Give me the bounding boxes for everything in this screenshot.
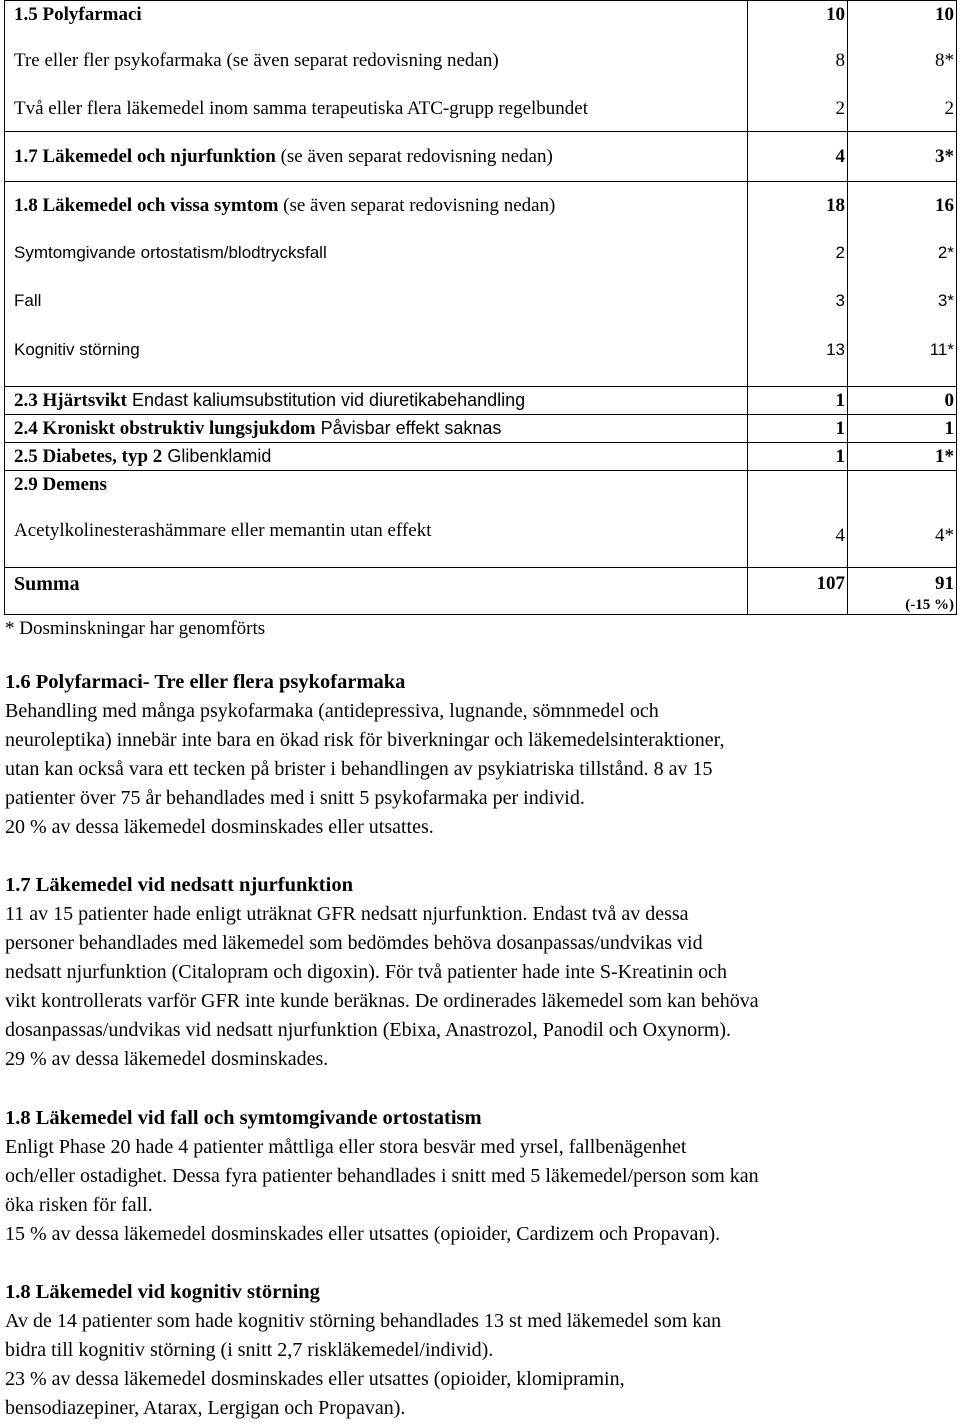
row-label: Summa bbox=[14, 573, 80, 595]
value-after: 91 bbox=[935, 573, 954, 594]
row-label bbox=[14, 146, 553, 168]
paragraph-line: bensodiazepiner, Atarax, Lergigan och Propavan). bbox=[5, 1397, 406, 1419]
table-row-divider bbox=[4, 442, 957, 443]
paragraph-line: vikt kontrollerats varför GFR inte kunde beräknas. De ordinerades läkemedel som kan behöva bbox=[5, 990, 759, 1012]
section-polyfarmaci bbox=[5, 668, 955, 842]
table-border-left bbox=[4, 0, 5, 615]
section-title: 1.8 Läkemedel vid fall och symtomgivande ortostatism bbox=[5, 1107, 482, 1129]
row-label-rest: Glibenklamid bbox=[162, 446, 272, 466]
value-after: 10 bbox=[935, 4, 954, 25]
value-before: 4 bbox=[835, 146, 845, 167]
paragraph-line: 11 av 15 patienter hade enligt uträknat GFR nedsatt njurfunktion. Endast två av dessa bbox=[5, 903, 689, 925]
table-row-divider bbox=[4, 414, 957, 415]
value-before: 8 bbox=[835, 50, 845, 71]
row-label: Symtomgivande ortostatism/blodtrycksfall bbox=[14, 243, 327, 262]
table-row-divider bbox=[4, 181, 957, 182]
paragraph-line: personer behandlades med läkemedel som bedömdes behöva dosanpassas/undvikas vid bbox=[5, 932, 703, 954]
row-label: Acetylkolinesterashämmare eller memantin utan effekt bbox=[14, 520, 432, 541]
row-label-bold: 1.8 Läkemedel och vissa symtom bbox=[14, 195, 279, 216]
paragraph-line: patienter över 75 år behandlades med i snitt 5 psykofarmaka per individ. bbox=[5, 787, 585, 809]
value-before: 13 bbox=[826, 340, 845, 359]
value-before: 1 bbox=[835, 418, 845, 439]
table-border-right bbox=[956, 0, 957, 615]
table-row-divider bbox=[4, 470, 957, 471]
section-title: 1.6 Polyfarmaci- Tre eller flera psykofarmaka bbox=[5, 671, 406, 693]
value-after: 0 bbox=[944, 390, 954, 411]
section-njurfunktion bbox=[5, 871, 955, 1074]
table-border-top bbox=[4, 0, 957, 1]
row-label bbox=[14, 418, 501, 440]
value-before: 3 bbox=[835, 291, 845, 310]
value-before: 10 bbox=[826, 4, 845, 25]
table-row-divider bbox=[4, 131, 957, 132]
row-label bbox=[14, 446, 271, 468]
paragraph-line: Behandling med många psykofarmaka (antidepressiva, lugnande, sömnmedel och bbox=[5, 700, 659, 722]
row-label: 1.5 Polyfarmaci bbox=[14, 4, 142, 25]
value-after: 1* bbox=[935, 446, 954, 467]
results-table bbox=[4, 0, 957, 615]
row-label-bold: 2.5 Diabetes, typ 2 bbox=[14, 446, 163, 467]
section-title: 1.8 Läkemedel vid kognitiv störning bbox=[5, 1281, 320, 1303]
paragraph-line: öka risken för fall. bbox=[5, 1194, 153, 1216]
value-before: 18 bbox=[826, 195, 845, 216]
summa-change-note: (-15 %) bbox=[905, 597, 954, 613]
section-kognitiv-storning bbox=[5, 1278, 955, 1423]
row-label-rest: Endast kaliumsubstitution vid diuretikabehandling bbox=[126, 390, 526, 410]
paragraph-line: neuroleptika) innebär inte bara en ökad risk för biverkningar och läkemedelsinteraktioner, bbox=[5, 729, 725, 751]
paragraph-line: 23 % av dessa läkemedel dosminskades eller utsattes (opioider, klomipramin, bbox=[5, 1368, 625, 1390]
table-row-divider bbox=[4, 567, 957, 568]
row-label: Fall bbox=[14, 291, 42, 310]
table-column-divider bbox=[847, 0, 848, 615]
paragraph-line: nedsatt njurfunktion (Citalopram och digoxin). För två patienter hade inte S-Kreatinin och bbox=[5, 961, 728, 983]
paragraph-line: utan kan också vara ett tecken på brister i behandlingen av psykiatriska tillstånd. 8 av 15 bbox=[5, 758, 713, 780]
footnote: * Dosminskningar har genomförts bbox=[5, 618, 266, 639]
value-after: 11* bbox=[929, 340, 954, 359]
row-label: 2.9 Demens bbox=[14, 474, 107, 495]
row-label-rest: Påvisbar effekt saknas bbox=[315, 418, 502, 438]
value-before: 107 bbox=[816, 573, 845, 594]
row-label bbox=[14, 195, 555, 217]
section-fall-ortostatism bbox=[5, 1104, 955, 1249]
table-column-divider bbox=[747, 0, 748, 615]
paragraph-line: 20 % av dessa läkemedel dosminskades eller utsattes. bbox=[5, 816, 434, 838]
row-label-bold: 1.7 Läkemedel och njurfunktion bbox=[14, 146, 276, 167]
table-row-divider bbox=[4, 386, 957, 387]
paragraph-line: Av de 14 patienter som hade kognitiv störning behandlades 13 st med läkemedel som kan bbox=[5, 1310, 722, 1332]
paragraph-line: 15 % av dessa läkemedel dosminskades eller utsattes (opioider, Cardizem och Propavan). bbox=[5, 1223, 721, 1245]
row-label-rest: (se även separat redovisning nedan) bbox=[275, 146, 553, 167]
value-after: 2 bbox=[944, 98, 954, 119]
table-border-bottom bbox=[4, 614, 957, 615]
row-label-rest: (se även separat redovisning nedan) bbox=[278, 195, 556, 216]
value-after: 1 bbox=[944, 418, 954, 439]
paragraph-line: dosanpassas/undvikas vid nedsatt njurfunktion (Ebixa, Anastrozol, Panodil och Oxynorm). bbox=[5, 1019, 732, 1041]
row-label bbox=[14, 390, 525, 412]
row-label-bold: 2.4 Kroniskt obstruktiv lungsjukdom bbox=[14, 418, 316, 439]
row-label: Tre eller fler psykofarmaka (se även separat redovisning nedan) bbox=[14, 50, 499, 71]
paragraph-line: Enligt Phase 20 hade 4 patienter måttliga eller stora besvär med yrsel, fallbenägenhet bbox=[5, 1136, 687, 1158]
value-after: 2* bbox=[937, 243, 954, 262]
paragraph-line: 29 % av dessa läkemedel dosminskades. bbox=[5, 1048, 329, 1070]
value-before: 1 bbox=[835, 446, 845, 467]
value-after: 3* bbox=[935, 146, 954, 167]
value-before: 1 bbox=[835, 390, 845, 411]
value-before: 2 bbox=[835, 243, 845, 262]
row-label: Två eller flera läkemedel inom samma terapeutiska ATC-grupp regelbundet bbox=[14, 98, 589, 119]
value-after: 3* bbox=[937, 291, 954, 310]
paragraph-line: bidra till kognitiv störning (i snitt 2,7 riskläkemedel/individ). bbox=[5, 1339, 494, 1361]
value-after: 8* bbox=[935, 50, 954, 71]
value-after: 4* bbox=[935, 525, 954, 546]
paragraph-line: och/eller ostadighet. Dessa fyra patienter behandlades i snitt med 5 läkemedel/person som kan bbox=[5, 1165, 759, 1187]
value-before: 4 bbox=[835, 525, 845, 546]
row-label-bold: 2.3 Hjärtsvikt bbox=[14, 390, 127, 411]
row-label: Kognitiv störning bbox=[14, 340, 140, 359]
value-after: 16 bbox=[935, 195, 954, 216]
value-before: 2 bbox=[835, 98, 845, 119]
section-title: 1.7 Läkemedel vid nedsatt njurfunktion bbox=[5, 874, 353, 896]
